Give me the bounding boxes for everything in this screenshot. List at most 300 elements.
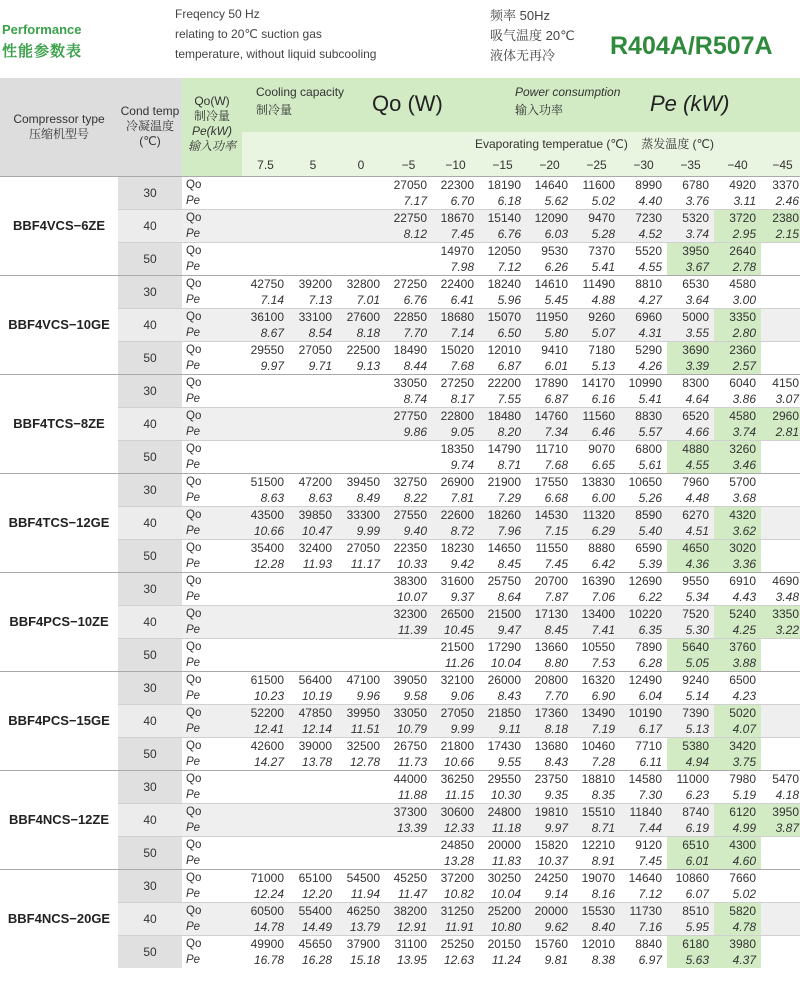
pe-value: 6.35: [620, 622, 667, 639]
qo-value: 45250: [385, 869, 432, 886]
qo-value: 3420: [714, 737, 761, 754]
cond-temp-value: 40: [118, 209, 182, 242]
evap-temp-col: 5: [309, 157, 317, 172]
qo-value: 14640: [526, 176, 573, 193]
qo-value: 26500: [432, 605, 479, 622]
qo-value: 26900: [432, 473, 479, 490]
pe-value: 14.78: [242, 919, 289, 936]
qo-value: 5700: [714, 473, 761, 490]
pe-value: 10.47: [289, 523, 337, 540]
pe-value: 11.17: [350, 556, 380, 571]
pe-value: 7.70: [544, 688, 568, 703]
pe-value: 12.24: [253, 886, 284, 901]
pe-value: 5.62: [544, 193, 568, 208]
pe-value: 6.04: [638, 688, 662, 703]
qo-value: 39050: [385, 671, 432, 688]
pe-value: 6.90: [591, 688, 615, 703]
qo-value: 21800: [432, 737, 479, 754]
pe-value: [242, 820, 289, 837]
qo-value: 23750: [526, 770, 573, 787]
qo-label: Qo: [182, 770, 242, 787]
pe-value: 6.46: [573, 424, 620, 441]
pe-label: Pe: [182, 919, 242, 936]
pe-value: [761, 886, 800, 903]
cond-temp-value: 40: [118, 605, 182, 638]
pe-value: [337, 226, 385, 243]
qo-value: [337, 605, 385, 622]
qo-value: 26750: [385, 737, 432, 754]
pe-value: 2.81: [761, 424, 800, 441]
qo-value: 6040: [714, 374, 761, 391]
qo-value: 14640: [620, 869, 667, 886]
cond-temp-value: 30: [118, 275, 182, 308]
pe-value: 13.95: [396, 952, 427, 967]
pe-value: 5.63: [667, 952, 714, 969]
qo-value: [289, 638, 337, 655]
qo-value: 15020: [432, 341, 479, 358]
qo-value: 3370: [761, 176, 800, 193]
qo-value: 21850: [479, 704, 526, 721]
pe-value: [242, 787, 289, 804]
qo-value: [242, 605, 289, 622]
pe-value: 12.33: [432, 820, 479, 837]
qo-value: 47200: [289, 473, 337, 490]
pe-value: 11.73: [397, 754, 427, 769]
pe-value: 4.51: [667, 523, 714, 540]
qo-value: 55400: [289, 902, 337, 919]
pe-value: 8.18: [526, 721, 573, 738]
pe-value: 8.80: [544, 655, 568, 670]
qo-value: 36100: [242, 308, 289, 325]
pe-value: 7.87: [544, 589, 568, 604]
pe-value: 8.18: [337, 325, 385, 342]
qo-value: [337, 209, 385, 226]
qo-value: 3350: [761, 605, 800, 622]
pe-value: 9.96: [356, 688, 380, 703]
compressor-model: BBF4NCS−20GE: [0, 869, 118, 968]
pe-value: 5.05: [667, 655, 714, 672]
pe-value: [242, 226, 289, 243]
evap-temp-col: −30: [633, 157, 654, 172]
pe-value: 4.40: [638, 193, 662, 208]
pe-value: 10.45: [432, 622, 479, 639]
pe-value: 7.14: [432, 325, 479, 342]
cond-temp-value: 40: [118, 506, 182, 539]
pe-value: 7.29: [497, 490, 521, 505]
pe-value: 9.81: [544, 952, 568, 967]
cond-temp-value: 30: [118, 869, 182, 902]
pe-label: Pe: [186, 788, 201, 801]
qo-label: Qo: [182, 737, 242, 754]
pe-value: 3.22: [761, 622, 800, 639]
pe-value: 8.74: [403, 391, 427, 406]
pe-value: 4.31: [620, 325, 667, 342]
qo-value: 10860: [667, 869, 714, 886]
qo-value: 11560: [573, 407, 620, 424]
pe-value: [289, 655, 337, 672]
qo-value: 4580: [714, 275, 761, 292]
qo-value: [337, 638, 385, 655]
qo-label: Qo: [182, 869, 242, 886]
table-row: [0, 308, 800, 325]
pe-value: 5.96: [497, 292, 521, 307]
qo-value: 60500: [242, 902, 289, 919]
qo-value: 32750: [385, 473, 432, 490]
pe-value: [761, 523, 800, 540]
cond-temp-value: 30: [118, 473, 182, 506]
pe-value: 8.64: [497, 589, 521, 604]
qo-value: [761, 935, 800, 952]
qo-value: [289, 770, 337, 787]
qo-value: 22300: [432, 176, 479, 193]
qo-value: 2960: [761, 407, 800, 424]
qo-value: 18350: [432, 440, 479, 457]
pe-value: 6.18: [497, 193, 521, 208]
qo-value: [242, 572, 289, 589]
pe-value: 8.20: [479, 424, 526, 441]
pe-value: [761, 655, 800, 672]
qo-value: 17130: [526, 605, 573, 622]
qo-value: 32300: [385, 605, 432, 622]
qo-value: 12090: [526, 209, 573, 226]
qo-value: 10190: [620, 704, 667, 721]
pe-value: 4.26: [638, 358, 662, 373]
qo-value: 9550: [667, 572, 714, 589]
qo-value: 29550: [479, 770, 526, 787]
pe-value: 3.87: [761, 820, 800, 837]
pe-value: 9.99: [337, 523, 385, 540]
table-row: [0, 704, 800, 721]
pe-value: 13.78: [301, 754, 332, 769]
cond-temp-value: 50: [118, 638, 182, 671]
pe-value: 9.97: [260, 358, 284, 373]
qo-value: 14760: [526, 407, 573, 424]
qo-label: Qo: [182, 671, 242, 688]
pe-value: 3.55: [667, 325, 714, 342]
qo-value: 39000: [289, 737, 337, 754]
qo-label: Qo: [182, 374, 242, 391]
qo-value: 14650: [479, 539, 526, 556]
pe-value: 11.93: [302, 556, 332, 571]
cond-temp-value: 40: [118, 803, 182, 836]
qo-value: 12010: [573, 935, 620, 952]
pe-value: 13.28: [443, 853, 474, 868]
pe-value: 8.43: [544, 754, 568, 769]
qo-value: 17360: [526, 704, 573, 721]
pe-value: 8.16: [591, 886, 615, 901]
pe-value: [761, 919, 800, 936]
table-row: [0, 671, 800, 688]
pe-value: [289, 589, 337, 606]
pe-value: 10.82: [443, 886, 474, 901]
qo-value: [761, 737, 800, 754]
qo-value: 4880: [667, 440, 714, 457]
pe-value: 9.97: [526, 820, 573, 837]
capacity-power-header: Cooling capacity 制冷量 Qo (W) Power consumption 输入功率 Pe (kW): [242, 78, 800, 132]
pe-value: 13.79: [337, 919, 385, 936]
pe-value: 12.20: [301, 886, 332, 901]
qo-value: 9470: [573, 209, 620, 226]
qo-value: 31100: [385, 935, 432, 952]
pe-value: 2.80: [714, 325, 761, 342]
pe-value: [337, 589, 385, 606]
pe-label: Pe: [186, 590, 201, 603]
table-row: [0, 473, 800, 490]
pe-value: 4.07: [714, 721, 761, 738]
pe-value: [385, 655, 432, 672]
pe-value: 4.99: [714, 820, 761, 837]
qo-value: 11950: [526, 308, 573, 325]
pe-value: 7.70: [385, 325, 432, 342]
qo-value: 17430: [479, 737, 526, 754]
pe-value: [242, 589, 289, 606]
qo-label: Qo: [182, 473, 242, 490]
qo-value: 7230: [620, 209, 667, 226]
pe-value: 4.52: [620, 226, 667, 243]
qo-value: [337, 770, 385, 787]
pe-value: [337, 259, 385, 276]
qo-value: 14580: [620, 770, 667, 787]
qo-value: 4650: [667, 539, 714, 556]
qo-value: 33050: [385, 704, 432, 721]
pe-value: 8.67: [242, 325, 289, 342]
qo-value: 25750: [479, 572, 526, 589]
qo-value: 7710: [620, 737, 667, 754]
qo-value: 5290: [620, 341, 667, 358]
qo-value: 43500: [242, 506, 289, 523]
cond-temp-value: 50: [118, 935, 182, 968]
qo-value: [337, 242, 385, 259]
pe-label: Pe: [182, 523, 242, 540]
pe-value: [761, 556, 800, 573]
pe-value: 14.27: [253, 754, 284, 769]
qo-label: Qo: [182, 935, 242, 952]
qo-value: [337, 176, 385, 193]
pe-value: 6.87: [497, 358, 521, 373]
qo-value: [242, 242, 289, 259]
pe-value: [337, 391, 385, 408]
qo-value: 7980: [714, 770, 761, 787]
pe-value: 12.63: [443, 952, 474, 967]
qo-value: [242, 209, 289, 226]
pe-value: 6.03: [526, 226, 573, 243]
pe-value: 9.86: [385, 424, 432, 441]
pe-value: 6.16: [591, 391, 615, 406]
pe-value: 8.45: [497, 556, 521, 571]
qo-value: 11840: [620, 803, 667, 820]
pe-label: Pe: [186, 953, 201, 966]
qo-value: 27600: [337, 308, 385, 325]
pe-value: 7.96: [479, 523, 526, 540]
pe-value: 7.45: [638, 853, 662, 868]
qo-value: 15760: [526, 935, 573, 952]
evap-temp-col: −25: [586, 157, 607, 172]
pe-label: Pe: [182, 820, 242, 837]
pe-value: [385, 457, 432, 474]
pe-value: 4.78: [714, 919, 761, 936]
qo-value: 36250: [432, 770, 479, 787]
qo-value: [385, 836, 432, 853]
qo-value: 25200: [479, 902, 526, 919]
pe-label: Pe: [186, 656, 201, 669]
pe-value: 7.15: [526, 523, 573, 540]
qo-value: 13680: [526, 737, 573, 754]
qo-value: [289, 572, 337, 589]
qo-value: 14970: [432, 242, 479, 259]
qo-value: 13400: [573, 605, 620, 622]
qo-value: 10550: [573, 638, 620, 655]
pe-value: 11.51: [337, 721, 385, 738]
pe-value: 7.28: [591, 754, 615, 769]
pe-value: 3.67: [667, 259, 714, 276]
pe-value: 7.01: [356, 292, 380, 307]
pe-label: Pe: [186, 755, 201, 768]
pe-label: Pe: [186, 458, 201, 471]
qo-value: [337, 572, 385, 589]
pe-value: 15.18: [349, 952, 380, 967]
pe-value: 5.95: [667, 919, 714, 936]
pe-value: 10.04: [490, 886, 521, 901]
pe-value: 10.23: [253, 688, 284, 703]
pe-value: 9.37: [450, 589, 474, 604]
pe-value: 10.19: [301, 688, 332, 703]
qo-value: 12010: [479, 341, 526, 358]
qo-value: 19810: [526, 803, 573, 820]
pe-value: 9.40: [385, 523, 432, 540]
cond-temp-value: 50: [118, 737, 182, 770]
qo-value: [242, 638, 289, 655]
qo-value: 2380: [761, 209, 800, 226]
pe-value: 8.49: [356, 490, 380, 505]
pe-value: 8.22: [403, 490, 427, 505]
pe-value: 7.45: [544, 556, 568, 571]
qo-value: 18260: [479, 506, 526, 523]
condition-en-1: Freqency 50 Hz: [175, 7, 260, 21]
pe-value: 5.28: [573, 226, 620, 243]
qo-value: 3980: [714, 935, 761, 952]
qo-label: Qo: [182, 803, 242, 820]
pe-value: [242, 853, 289, 870]
pe-label: Pe: [186, 689, 201, 702]
qo-value: [289, 605, 337, 622]
qo-value: 6510: [667, 836, 714, 853]
condition-cn-3: 液体无再冷: [490, 48, 556, 63]
pe-value: 4.18: [775, 787, 799, 802]
qo-value: 27050: [432, 704, 479, 721]
qo-value: 20700: [526, 572, 573, 589]
qo-value: 21900: [479, 473, 526, 490]
qo-value: 25250: [432, 935, 479, 952]
pe-value: 7.19: [573, 721, 620, 738]
pe-value: [337, 655, 385, 672]
qo-value: 11320: [573, 506, 620, 523]
qo-value: 33300: [337, 506, 385, 523]
qo-value: 24250: [526, 869, 573, 886]
pe-value: 8.44: [403, 358, 427, 373]
qo-label: Qo: [182, 176, 242, 193]
qo-value: [761, 308, 800, 325]
pe-value: 5.19: [732, 787, 756, 802]
table-row: [0, 770, 800, 787]
pe-value: 5.13: [591, 358, 615, 373]
qo-value: [761, 341, 800, 358]
qo-value: 32500: [337, 737, 385, 754]
qo-value: 11730: [620, 902, 667, 919]
qo-value: [289, 440, 337, 457]
qo-value: 22400: [432, 275, 479, 292]
pe-value: 8.45: [526, 622, 573, 639]
pe-value: 9.35: [544, 787, 568, 802]
pe-value: 8.35: [591, 787, 615, 802]
table-row: [0, 803, 800, 820]
pe-value: [761, 688, 800, 705]
qo-value: 61500: [242, 671, 289, 688]
qo-value: 39450: [337, 473, 385, 490]
pe-value: 6.65: [591, 457, 615, 472]
pe-value: 11.91: [432, 919, 479, 936]
pe-value: 9.06: [450, 688, 474, 703]
table-row: [0, 836, 800, 853]
evap-temp-col: −35: [680, 157, 701, 172]
pe-value: 5.39: [638, 556, 662, 571]
table-row: [0, 209, 800, 226]
qo-value: 24850: [432, 836, 479, 853]
evap-temp-col: 7.5: [257, 157, 274, 172]
pe-value: [337, 853, 385, 870]
pe-value: 5.13: [667, 721, 714, 738]
pe-value: 6.87: [544, 391, 568, 406]
pe-value: 4.27: [638, 292, 662, 307]
pe-value: 12.91: [385, 919, 432, 936]
qo-value: [761, 440, 800, 457]
qo-value: [242, 803, 289, 820]
qo-value: [385, 440, 432, 457]
cond-temp-value: 30: [118, 176, 182, 209]
pe-value: 8.38: [591, 952, 615, 967]
pe-value: [761, 259, 800, 276]
evap-temp-header: Evaporating temperatue (℃) 蒸发温度 (℃): [385, 132, 800, 154]
pe-value: 7.81: [450, 490, 474, 505]
pe-value: 6.17: [620, 721, 667, 738]
qo-value: 21500: [432, 638, 479, 655]
qo-value: 5020: [714, 704, 761, 721]
qo-value: 27050: [337, 539, 385, 556]
qo-value: 11600: [573, 176, 620, 193]
pe-value: 6.07: [685, 886, 709, 901]
pe-value: [761, 853, 800, 870]
pe-value: 6.28: [638, 655, 662, 670]
pe-value: 3.88: [714, 655, 761, 672]
pe-label: Pe: [182, 424, 242, 441]
pe-value: 11.24: [491, 952, 521, 967]
compressor-model: BBF4TCS−12GE: [0, 473, 118, 572]
qo-value: 13660: [526, 638, 573, 655]
qo-value: 6910: [714, 572, 761, 589]
qo-value: 3720: [714, 209, 761, 226]
qo-value: 22850: [385, 308, 432, 325]
compressor-model: BBF4NCS−12ZE: [0, 770, 118, 869]
qo-value: 20150: [479, 935, 526, 952]
condition-cn-1: 频率 50Hz: [490, 8, 550, 23]
qo-label: Qo: [182, 605, 242, 622]
qo-value: 22350: [385, 539, 432, 556]
pe-value: 5.07: [573, 325, 620, 342]
qo-value: 3690: [667, 341, 714, 358]
pe-value: 5.34: [685, 589, 709, 604]
qo-value: [761, 638, 800, 655]
qo-value: 65100: [289, 869, 337, 886]
qo-value: 12490: [620, 671, 667, 688]
